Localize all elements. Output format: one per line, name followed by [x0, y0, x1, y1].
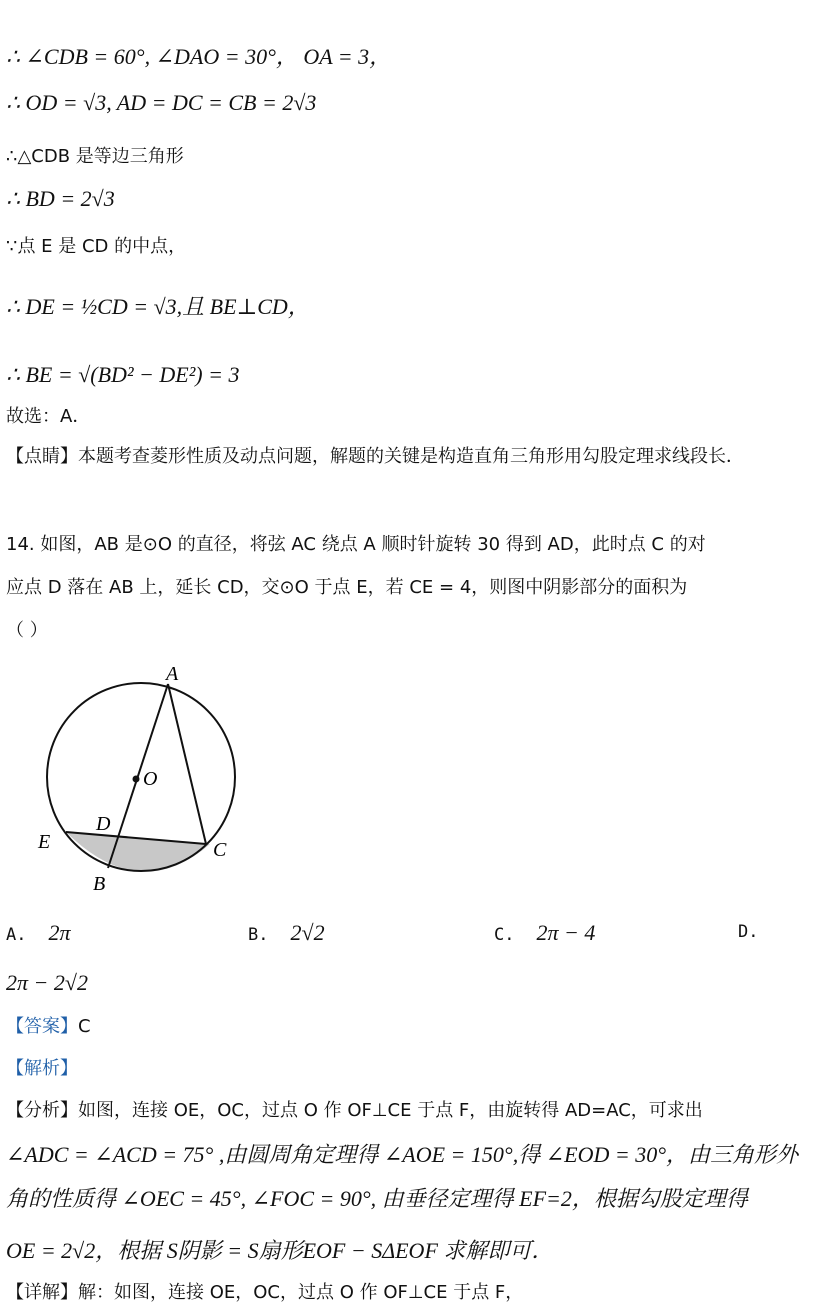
- question-14-line-2: 应点 D 落在 AB 上，延长 CD，交⊙O 于点 E，若 CE = 4，则图中阴影部分的面积为: [6, 577, 688, 598]
- label-b: B: [93, 873, 106, 895]
- option-d-label-text: D.: [738, 922, 759, 942]
- solution-line-3: ∴△CDB 是等边三角形: [6, 146, 184, 167]
- option-c-label: C.: [494, 925, 515, 945]
- question-14-line-1: 14. 如图，AB 是⊙O 的直径，将弦 AC 绕点 A 顺时针旋转 30 得到 AD，此时点 C 的对: [6, 534, 706, 555]
- center-point: [133, 776, 140, 783]
- detail-line-1: 【详解】解：如图，连接 OE，OC，过点 O 作 OF⊥CE 于点 F，: [6, 1282, 524, 1303]
- solution-line-4: ∴ BD = 2√3: [6, 186, 115, 211]
- solution-line-5: ∵点 E 是 CD 的中点，: [6, 236, 187, 257]
- option-b-label: B.: [248, 925, 269, 945]
- option-a-value: 2π: [48, 920, 71, 945]
- option-d-label: [738, 920, 758, 942]
- option-c: [494, 920, 595, 946]
- solution-line-1: ∴ ∠CDB = 60°, ∠DAO = 30°， OA = 3，: [6, 44, 392, 69]
- answer-row: [6, 1012, 91, 1038]
- answer-choice-line: 故选：A．: [6, 406, 91, 427]
- solution-line-2: ∴ OD = √3, AD = DC = CB = 2√3: [6, 90, 317, 115]
- option-b: [248, 920, 325, 946]
- key-point-note: 【点睛】本题考查菱形性质及动点问题，解题的关键是构造直角三角形用勾股定理求线段长．: [6, 446, 744, 467]
- option-d-value: 2π − 2√2: [6, 970, 88, 995]
- option-a-label: A.: [6, 925, 27, 945]
- label-e: E: [38, 831, 51, 853]
- label-d: D: [96, 813, 111, 835]
- analysis-heading: 【解析】: [6, 1058, 78, 1079]
- option-b-value: 2√2: [290, 920, 325, 945]
- circle-figure: [30, 660, 250, 900]
- analysis-line-3: 角的性质得 ∠OEC = 45°, ∠FOC = 90°, 由垂径定理得 EF=2，根据勾股定理得: [6, 1186, 748, 1211]
- analysis-line-4: OE = 2√2，根据 S阴影 = S扇形EOF − SΔEOF 求解即可．: [6, 1238, 554, 1263]
- solution-line-6: ∴ DE = ½CD = √3,且 BE⊥CD，: [6, 294, 310, 319]
- label-o: O: [143, 768, 158, 790]
- analysis-line-1: 【分析】如图，连接 OE，OC，过点 O 作 OF⊥CE 于点 F，由旋转得 AD=AC，可求出: [6, 1100, 703, 1121]
- label-c: C: [213, 839, 227, 861]
- option-a: [6, 920, 71, 946]
- answer-value: C: [78, 1016, 91, 1037]
- label-a: A: [166, 663, 179, 685]
- chord-ac: [168, 684, 206, 844]
- answer-heading: 【答案】: [6, 1016, 78, 1037]
- question-14-blank: （ ）: [6, 620, 48, 641]
- solution-line-7: ∴ BE = √(BD² − DE²) = 3: [6, 362, 240, 387]
- analysis-line-2: ∠ADC = ∠ACD = 75° ,由圆周角定理得 ∠AOE = 150°,得 ∠EOD = 30°，由三角形外: [6, 1142, 798, 1167]
- option-c-value: 2π − 4: [536, 920, 596, 945]
